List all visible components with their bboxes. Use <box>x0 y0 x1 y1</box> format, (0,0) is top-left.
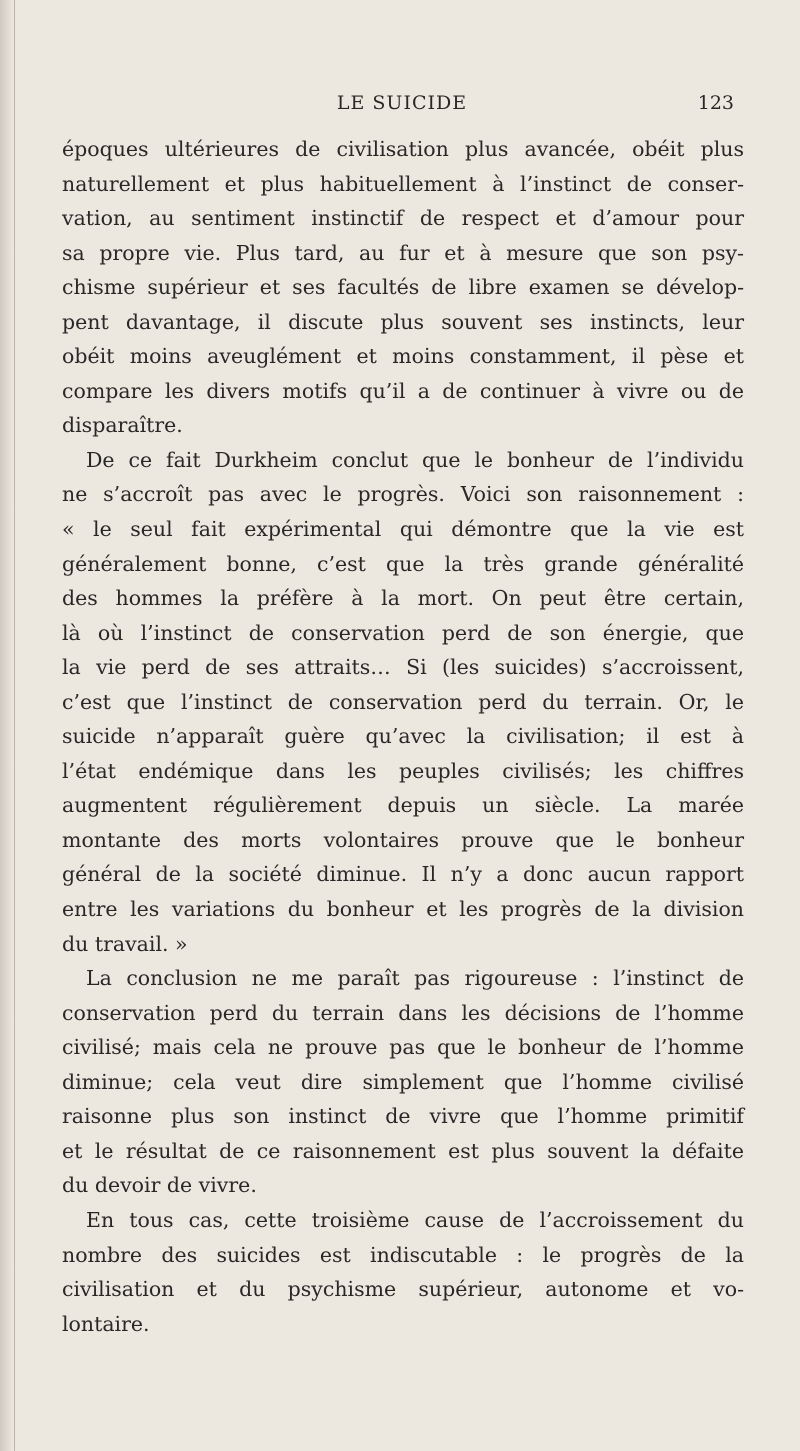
text-line: du travail. » <box>62 931 188 956</box>
text-line: et le résultat de ce raisonnement est plus souvent la défaite <box>62 1138 744 1163</box>
text-line: ne s’accroît pas avec le progrès. Voici son raisonnement : <box>62 482 744 507</box>
text-line: La conclusion ne me paraît pas rigoureuse : l’instinct de <box>86 966 744 991</box>
text-line: De ce fait Durkheim conclut que le bonheur de l’individu <box>86 447 744 472</box>
text-line: compare les divers motifs qu’il a de continuer à vivre ou de <box>62 378 744 403</box>
text-line: raisonne plus son instinct de vivre que l’homme primitif <box>62 1104 744 1129</box>
text-line: sa propre vie. Plus tard, au fur et à mesure que son psy- <box>62 240 744 265</box>
text-line: généralement bonne, c’est que la très grande généralité <box>62 551 744 576</box>
text-line: civilisation et du psychisme supérieur, autonome et vo- <box>62 1277 744 1302</box>
text-line: conservation perd du terrain dans les décisions de l’homme <box>62 1000 744 1025</box>
running-title: LE SUICIDE <box>336 92 468 114</box>
text-line: chisme supérieur et ses facultés de libre examen se dévelop- <box>62 275 744 300</box>
text-line: augmentent régulièrement depuis un siècle. La marée <box>62 793 744 818</box>
text-line: diminue; cela veut dire simplement que l’homme civilisé <box>62 1069 744 1094</box>
text-line: civilisé; mais cela ne prouve pas que le bonheur de l’homme <box>62 1035 744 1060</box>
text-line: des hommes la préfère à la mort. On peut être certain, <box>62 586 744 611</box>
text-line: général de la société diminue. Il n’y a donc aucun rapport <box>62 862 744 887</box>
text-line: l’état endémique dans les peuples civilisés; les chiffres <box>62 758 744 783</box>
text-line: suicide n’apparaît guère qu’avec la civilisation; il est à <box>62 724 744 749</box>
body-text <box>62 132 744 1341</box>
text-line: En tous cas, cette troisième cause de l’accroissement du <box>86 1207 744 1232</box>
page-number: 123 <box>697 92 734 114</box>
text-line: montante des morts volontaires prouve que le bonheur <box>62 827 744 852</box>
text-line: du devoir de vivre. <box>62 1173 257 1198</box>
text-line: disparaître. <box>62 413 183 438</box>
text-line: obéit moins aveuglément et moins constamment, il pèse et <box>62 344 744 369</box>
text-line: « le seul fait expérimental qui démontre que la vie est <box>62 517 744 542</box>
text-line: lontaire. <box>62 1311 150 1336</box>
text-line: entre les variations du bonheur et les progrès de la division <box>62 897 744 922</box>
text-line: la vie perd de ses attraits… Si (les suicides) s’accroissent, <box>62 655 744 680</box>
text-line: vation, au sentiment instinctif de respect et d’amour pour <box>62 206 744 231</box>
text-line: pent davantage, il discute plus souvent ses instincts, leur <box>62 309 744 334</box>
text-line: c’est que l’instinct de conservation perd du terrain. Or, le <box>62 689 744 714</box>
running-head <box>62 92 742 118</box>
page-edge <box>0 0 15 1451</box>
text-line: nombre des suicides est indiscutable : le progrès de la <box>62 1242 744 1267</box>
text-line: naturellement et plus habituellement à l’instinct de conser- <box>62 171 744 196</box>
text-line: époques ultérieures de civilisation plus avancée, obéit plus <box>62 137 744 161</box>
text-line: là où l’instinct de conservation perd de son énergie, que <box>62 620 744 645</box>
